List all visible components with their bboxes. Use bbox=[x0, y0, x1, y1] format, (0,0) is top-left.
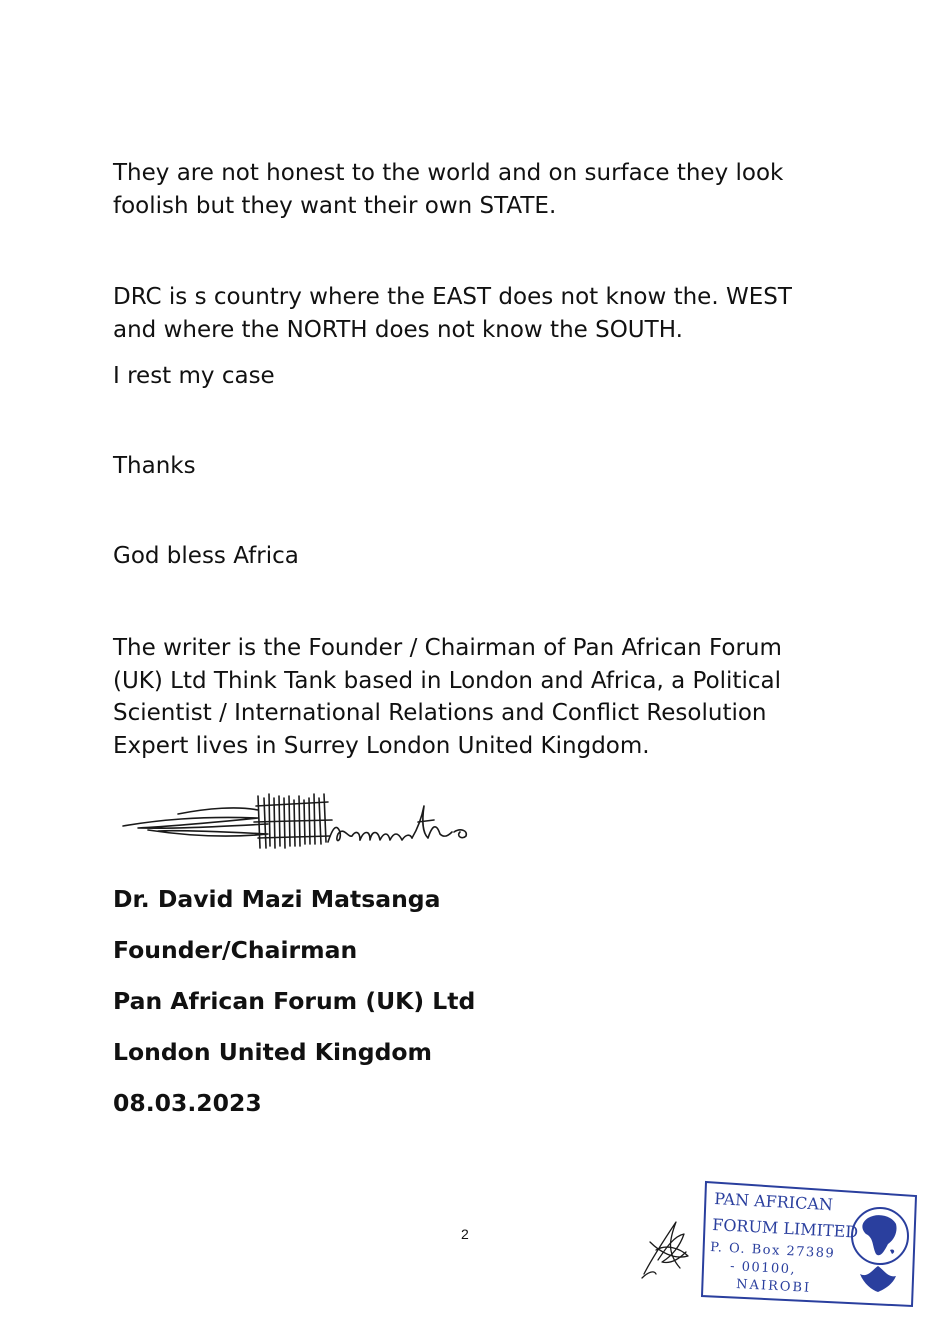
stamp-line-4: - 00100, bbox=[729, 1259, 797, 1278]
stamp-line-2: FORUM LIMITED bbox=[711, 1215, 859, 1242]
globe-map-icon bbox=[852, 1208, 908, 1292]
paragraph-blessing: God bless Africa bbox=[113, 543, 299, 569]
paragraph-writer-bio: The writer is the Founder / Chairman of Pan African Forum (UK) Ltd Think Tank based in London and Africa, a Political Scientist / International Relations and Conflict Resolution Expert lives in Surrey London United Kingdom. bbox=[113, 635, 782, 759]
paragraph-drc: DRC is s country where the EAST does not know the. WEST and where the NORTH does not know the SOUTH. bbox=[113, 284, 792, 343]
paragraph-rest-case: I rest my case bbox=[113, 363, 275, 389]
organization-stamp bbox=[700, 1178, 920, 1310]
signatory-location: London United Kingdom bbox=[113, 1038, 433, 1066]
signatory-role: Founder/Chairman bbox=[113, 936, 358, 964]
handwritten-initials bbox=[636, 1212, 696, 1282]
handwritten-signature bbox=[118, 786, 478, 866]
signatory-organization: Pan African Forum (UK) Ltd bbox=[113, 987, 476, 1015]
stamp-line-3: P. O. Box 27389 bbox=[709, 1240, 836, 1262]
signatory-name: Dr. David Mazi Matsanga bbox=[113, 885, 441, 913]
stamp-line-1: PAN AFRICAN bbox=[713, 1189, 834, 1215]
paragraph-state: They are not honest to the world and on surface they look foolish but they want their own STATE. bbox=[113, 160, 784, 219]
paragraph-thanks: Thanks bbox=[113, 453, 196, 479]
page-number: 2 bbox=[461, 1226, 469, 1242]
stamp-line-5: NAIROBI bbox=[735, 1277, 812, 1296]
letter-date: 08.03.2023 bbox=[113, 1089, 262, 1117]
